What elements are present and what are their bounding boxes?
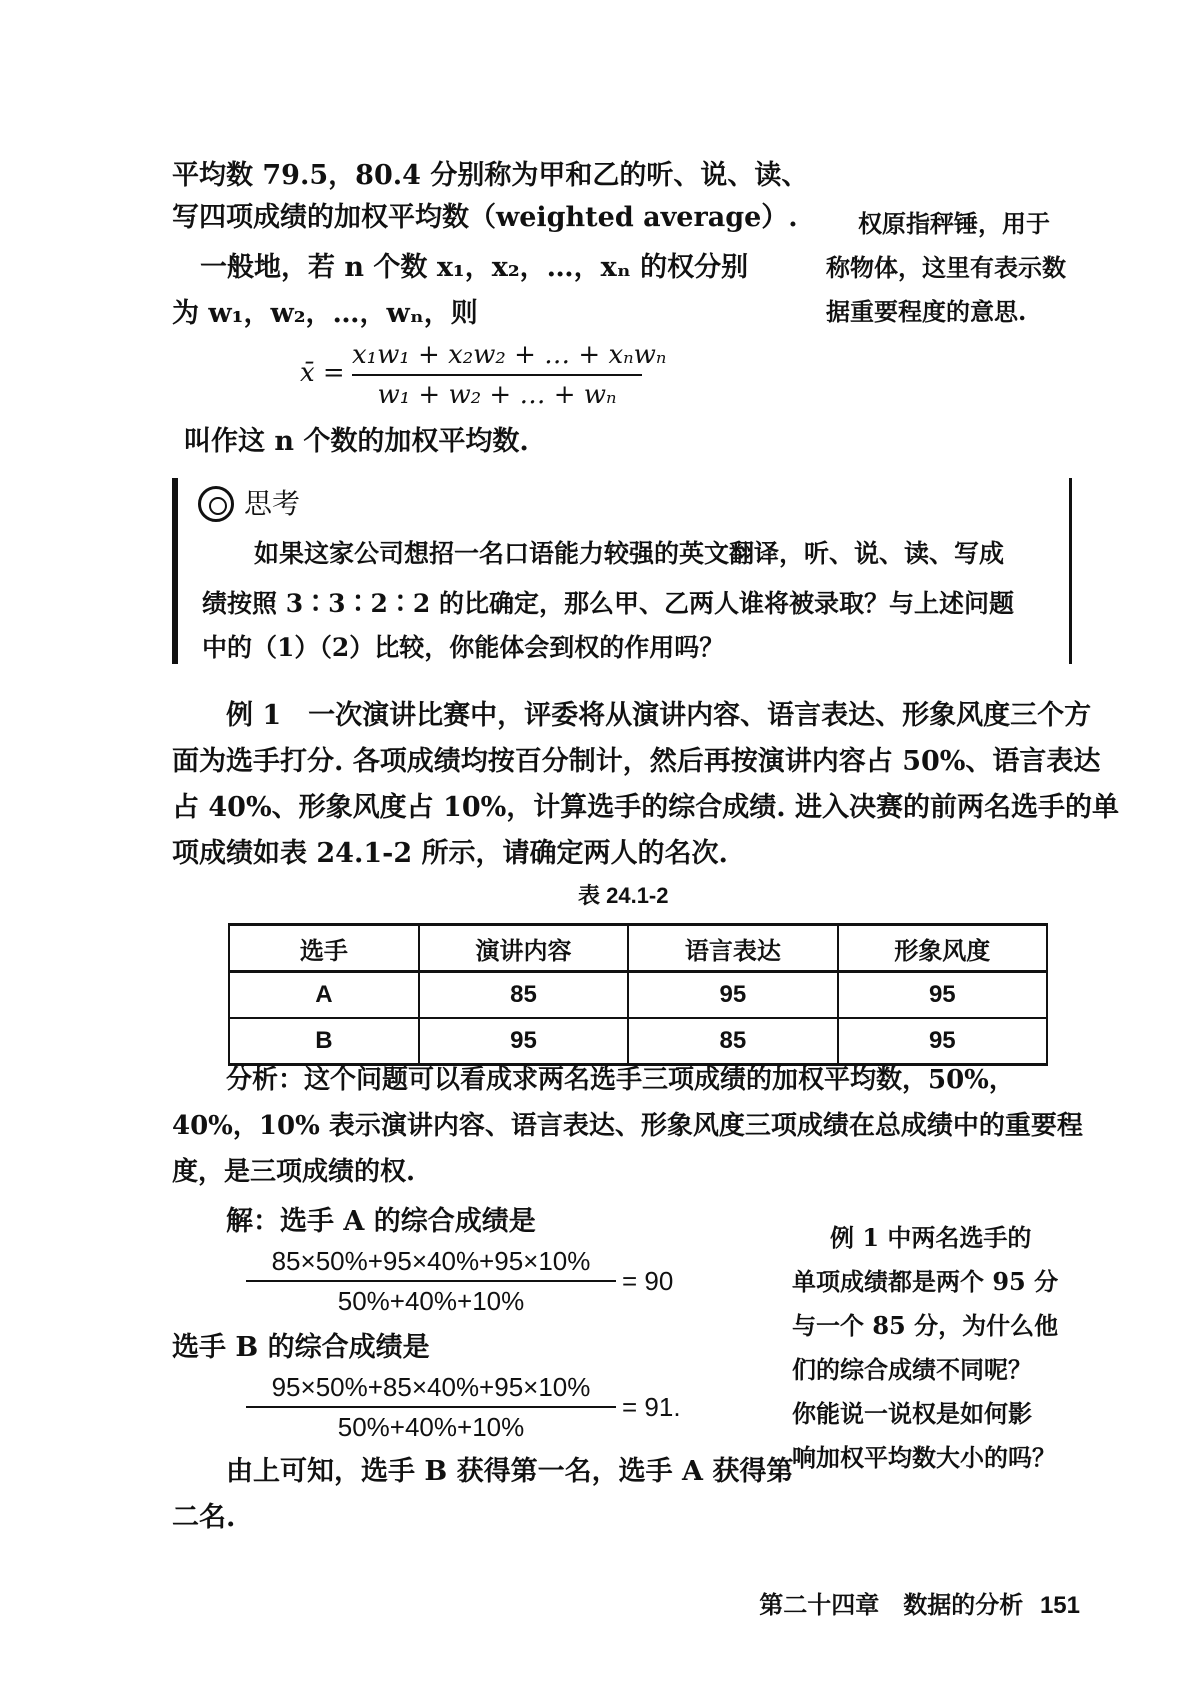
solution-b-label: 选手 B 的综合成绩是	[172, 1332, 430, 1363]
solution-b-fraction	[246, 1370, 616, 1444]
side-note-1-line-1: 权原指秤锤，用于	[858, 209, 1050, 238]
example-line-2: 面为选手打分. 各项成绩均按百分制计，然后再按演讲内容占 50%、语言表达	[172, 746, 1101, 777]
side-note-2-line-3: 与一个 85 分，为什么他	[792, 1311, 1059, 1340]
intro-line-3: 一般地，若 n 个数 x₁，x₂，…，xₙ 的权分别	[200, 252, 749, 283]
think-title: 思考	[244, 487, 301, 520]
table-cell: 95	[838, 1018, 1047, 1065]
think-line-2: 绩按照 3∶3∶2∶2 的比确定，那么甲、乙两人谁将被录取？与上述问题	[202, 589, 1014, 618]
table-cell: B	[229, 1018, 419, 1065]
solution-a-fraction	[246, 1244, 616, 1318]
table-cell: 95	[838, 972, 1047, 1019]
intro-line-5: 叫作这 n 个数的加权平均数.	[184, 426, 529, 457]
table-header-row	[229, 925, 1047, 972]
example-line-4: 项成绩如表 24.1-2 所示，请确定两人的名次.	[172, 838, 728, 869]
intro-line-2: 写四项成绩的加权平均数（weighted average）.	[172, 202, 798, 233]
solution-a-result: = 90	[622, 1266, 674, 1296]
table-cell: A	[229, 972, 419, 1019]
think-line-3: 中的（1）（2）比较，你能体会到权的作用吗？	[202, 633, 725, 662]
intro-line-1: 平均数 79.5，80.4 分别称为甲和乙的听、说、读、	[172, 160, 809, 191]
think-icon	[198, 486, 234, 522]
table-row	[229, 972, 1047, 1019]
table-header-cell: 选手	[229, 925, 419, 972]
table-header-cell: 形象风度	[838, 925, 1047, 972]
table-header-cell: 语言表达	[628, 925, 837, 972]
table-header-cell: 演讲内容	[419, 925, 628, 972]
think-box	[172, 478, 1072, 664]
side-note-2-line-6: 响加权平均数大小的吗？	[792, 1443, 1056, 1472]
think-box-right-border	[1069, 478, 1072, 664]
think-box-left-border	[172, 478, 178, 664]
conclusion-line-1: 由上可知，选手 B 获得第一名，选手 A 获得第	[226, 1456, 794, 1487]
page-footer	[759, 1585, 1080, 1620]
solution-a-denominator: 50%+40%+10%	[337, 1286, 525, 1316]
solution-b-denominator: 50%+40%+10%	[337, 1412, 525, 1442]
example-line-1: 例 1 一次演讲比赛中，评委将从演讲内容、语言表达、形象风度三个方	[226, 700, 1092, 731]
fraction-bar	[246, 1280, 616, 1282]
intro-line-4: 为 w₁，w₂，…，wₙ，则	[172, 298, 478, 329]
fraction-bar	[246, 1406, 616, 1408]
side-note-2-line-1: 例 1 中两名选手的	[830, 1223, 1032, 1252]
analysis-line-2: 40%，10% 表示演讲内容、语言表达、形象风度三项成绩在总成绩中的重要程	[172, 1111, 1083, 1141]
table-row	[229, 1018, 1047, 1065]
conclusion-line-2: 二名.	[172, 1502, 236, 1533]
side-note-2-line-4: 们的综合成绩不同呢？	[792, 1355, 1032, 1384]
side-note-1-line-2: 称物体，这里有表示数	[826, 253, 1066, 282]
table-cell: 85	[628, 1018, 837, 1065]
example-line-3: 占 40%、形象风度占 10%，计算选手的综合成绩. 进入决赛的前两名选手的单	[172, 792, 1120, 823]
page-number: 151	[1039, 1592, 1080, 1619]
side-note-1-line-3: 据重要程度的意思.	[826, 297, 1027, 326]
solution-b-result: = 91.	[622, 1392, 681, 1422]
formula-numerator: x₁w₁ + x₂w₂ + … + xₙwₙ	[352, 340, 667, 370]
formula-denominator: w₁ + w₂ + … + wₙ	[377, 380, 617, 410]
table-cell: 85	[419, 972, 628, 1019]
table-cell: 95	[628, 972, 837, 1019]
table-cell: 95	[419, 1018, 628, 1065]
think-line-1: 如果这家公司想招一名口语能力较强的英文翻译，听、说、读、写成	[254, 539, 1005, 568]
formula-lhs: x̄ =	[300, 358, 345, 388]
side-note-2-line-2: 单项成绩都是两个 95 分	[792, 1267, 1059, 1296]
side-note-2-line-5: 你能说一说权是如何影	[792, 1399, 1032, 1428]
chapter-title: 第二十四章 数据的分析	[759, 1592, 1024, 1619]
weighted-average-formula	[352, 338, 667, 412]
analysis-line-1: 分析：这个问题可以看成求两名选手三项成绩的加权平均数，50%，	[226, 1065, 1015, 1095]
solution-b-numerator: 95×50%+85×40%+95×10%	[271, 1372, 591, 1402]
solution-a-numerator: 85×50%+95×40%+95×10%	[271, 1246, 591, 1276]
fraction-bar	[352, 374, 642, 376]
scores-table	[228, 923, 1048, 1066]
solution-a-label: 解：选手 A 的综合成绩是	[226, 1206, 536, 1237]
table-caption: 表 24.1-2	[578, 883, 669, 908]
analysis-line-3: 度，是三项成绩的权.	[172, 1157, 416, 1187]
